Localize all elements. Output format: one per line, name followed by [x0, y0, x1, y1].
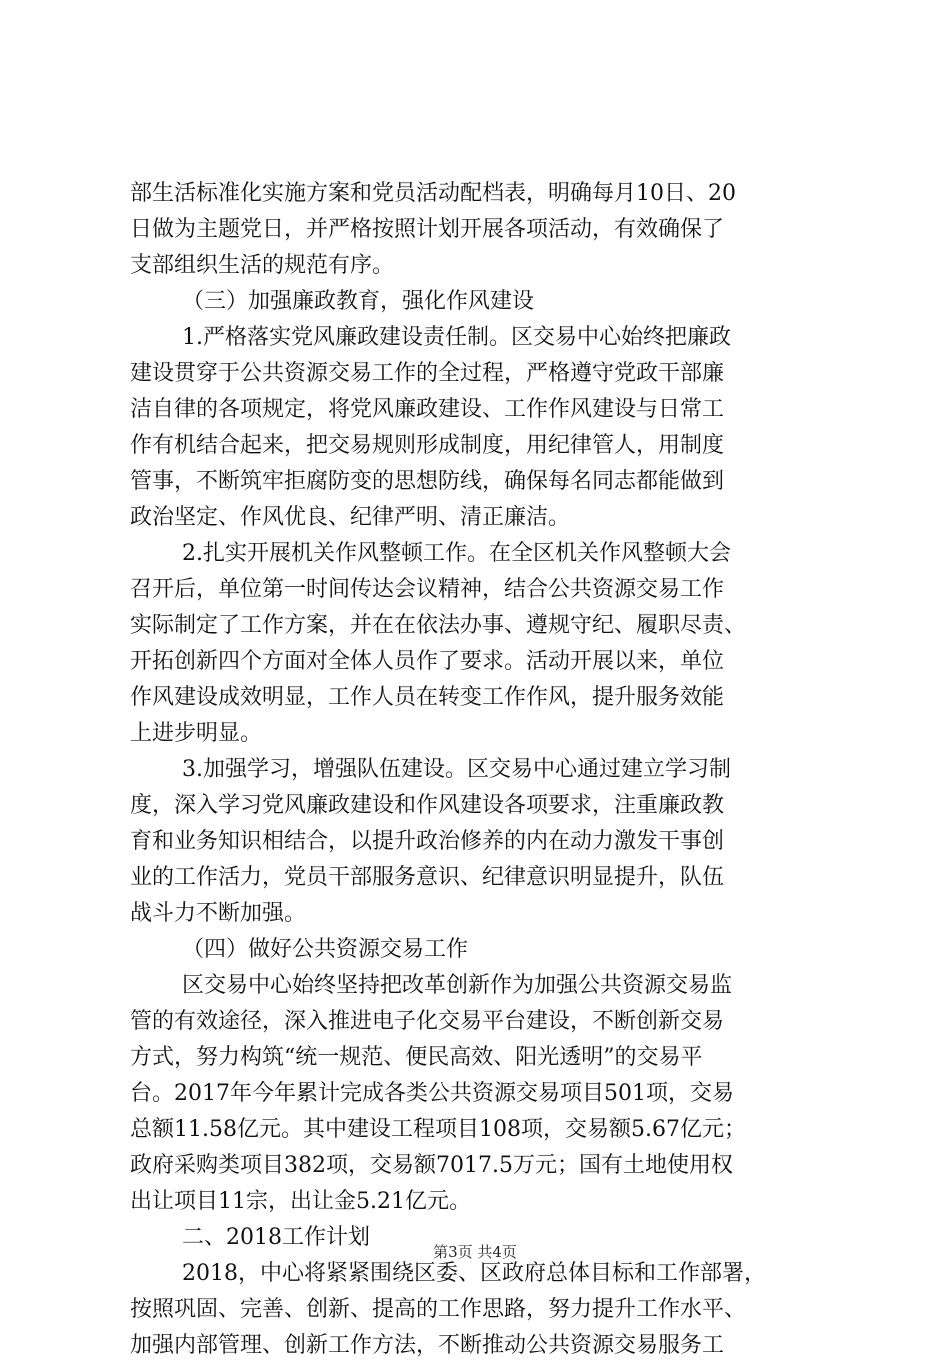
text-line: 加强内部管理、创新工作方法，不断推动公共资源交易服务工 — [130, 1333, 725, 1358]
text-line: 日做为主题党日，并严格按照计划开展各项活动，有效确保了 — [130, 217, 725, 242]
document-body — [130, 176, 830, 1364]
text-line: 3.加强学习，增强队伍建设。区交易中心通过建立学习制 — [182, 757, 731, 782]
text-line: 建设贯穿于公共资源交易工作的全过程，严格遵守党政干部廉 — [130, 361, 725, 386]
text-line: 方式，努力构筑“统一规范、便民高效、阳光透明”的交易平 — [130, 1045, 703, 1070]
text-line: 作有机结合起来，把交易规则形成制度，用纪律管人，用制度 — [130, 433, 725, 458]
text-line: （四）做好公共资源交易工作 — [182, 937, 469, 962]
text-line: 业的工作活力，党员干部服务意识、纪律意识明显提升，队伍 — [130, 865, 725, 890]
text-line: 开拓创新四个方面对全体人员作了要求。活动开展以来，单位 — [130, 649, 725, 674]
text-line: 总额11.58亿元。其中建设工程项目108项，交易额5.67亿元； — [130, 1117, 746, 1142]
text-line: 洁自律的各项规定，将党风廉政建设、工作作风建设与日常工 — [130, 397, 725, 422]
text-line: 作风建设成效明显，工作人员在转变工作作风，提升服务效能 — [130, 685, 725, 710]
text-line: 战斗力不断加强。 — [130, 901, 307, 926]
text-line: 1.严格落实党风廉政建设责任制。区交易中心始终把廉政 — [182, 325, 731, 350]
text-line: 政治坚定、作风优良、纪律严明、清正廉洁。 — [130, 505, 571, 530]
text-line: 2018，中心将紧紧围绕区委、区政府总体目标和工作部署， — [182, 1261, 766, 1286]
text-line: 政府采购类项目382项，交易额7017.5万元；国有土地使用权 — [130, 1153, 733, 1178]
text-line: 按照巩固、完善、创新、提高的工作思路，努力提升工作水平、 — [130, 1297, 747, 1322]
text-line: 上进步明显。 — [130, 721, 263, 746]
text-line: 实际制定了工作方案，并在在依法办事、遵规守纪、履职尽责、 — [130, 613, 747, 638]
text-line: 管事，不断筑牢拒腐防变的思想防线，确保每名同志都能做到 — [130, 469, 725, 494]
text-line: 管的有效途径，深入推进电子化交易平台建设，不断创新交易 — [130, 1009, 725, 1034]
text-line: 召开后，单位第一时间传达会议精神，结合公共资源交易工作 — [130, 577, 725, 602]
text-line: 度，深入学习党风廉政建设和作风建设各项要求，注重廉政教 — [130, 793, 725, 818]
text-line: 台。2017年今年累计完成各类公共资源交易项目501项，交易 — [130, 1081, 734, 1106]
page-footer: 第3页 共4页 — [433, 1243, 517, 1261]
text-line: 出让项目11宗，出让金5.21亿元。 — [130, 1189, 471, 1214]
text-line: 部生活标准化实施方案和党员活动配档表，明确每月10日、20 — [130, 181, 736, 206]
text-line: 2.扎实开展机关作风整顿工作。在全区机关作风整顿大会 — [182, 541, 731, 566]
text-line: 支部组织生活的规范有序。 — [130, 253, 395, 278]
text-line: 区交易中心始终坚持把改革创新作为加强公共资源交易监 — [182, 973, 733, 998]
text-line: 育和业务知识相结合，以提升政治修养的内在动力激发干事创 — [130, 829, 725, 854]
text-line: 二、2018工作计划 — [182, 1225, 370, 1250]
text-line: （三）加强廉政教育，强化作风建设 — [182, 289, 535, 314]
